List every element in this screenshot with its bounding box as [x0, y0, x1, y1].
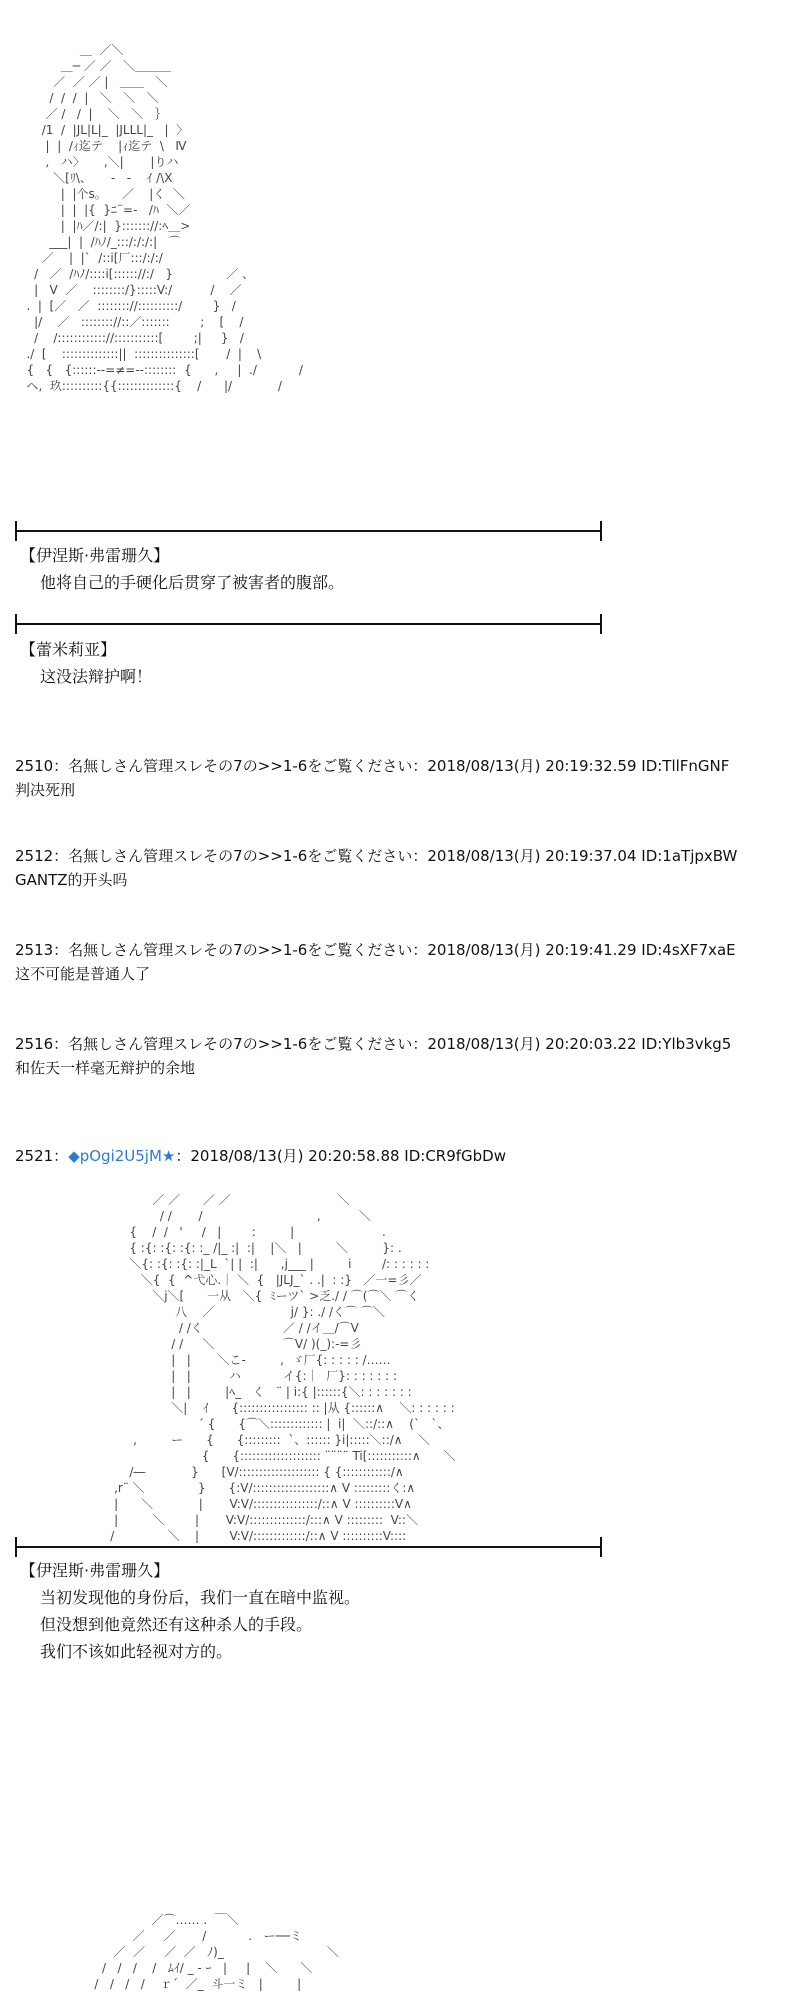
dialogue-line: 这没法辩护啊！: [40, 667, 153, 686]
ascii-art-line: / / / , ＼: [95, 1209, 371, 1223]
post-body: GANTZ的开头吗: [15, 871, 128, 889]
ascii-art-line: / /く ／ / /イ＿/⌒V: [95, 1321, 359, 1335]
ascii-art-line: ／ ／ ／ ／ ＼: [95, 1193, 350, 1207]
dialogue-block: [20, 542, 344, 596]
ascii-art-line: { { {::::::--=≠=--:::::::: { , | ./ /: [15, 363, 303, 377]
ascii-art-line: ./ [ ::::::::::::::|| :::::::::::::::[ / | \: [15, 347, 262, 361]
post-header: 2516：名無しさん管理スレその7の>>1-6をご覧ください：2018/08/13(月) 20:20:03.22 ID:Ylb3vkg5: [15, 1035, 732, 1053]
ascii-art-line: { :{: :{: :{: :_ /|_ :| :| |＼ | ＼ }: .: [95, 1241, 402, 1255]
ascii-art-line: | | |{ }ﾆ¨=- /ﾊ ＼／: [15, 203, 191, 217]
ascii-art-line: ,r¨ ＼ } {:V/:::::::::::::::::::∧ V :::::::::く:∧: [95, 1481, 416, 1495]
ascii-art-top: [15, 42, 303, 394]
ascii-art-line: ＼{ { ^弋心.｜ ＼ { |JLJ_` . .| : :} ／一=彡／: [95, 1273, 422, 1287]
ascii-art-line: ´ { {⌒＼::::::::::::: | i| ＼::/::∧ (` `、: [95, 1417, 450, 1431]
ascii-art-line: /1 / |JL|L|_ |JLLL|_ | 〉: [15, 123, 189, 137]
ascii-art-line: ／ ／ ／ ／ ﾉ)_ ＼: [60, 1945, 339, 1959]
ascii-art-bottom: [60, 1912, 339, 1992]
ascii-art-line: ＼[ﾘ\、 - - ｲ /\X: [15, 171, 173, 185]
post-body: 判决死刑: [15, 781, 76, 799]
dialogue-block: [20, 636, 152, 690]
ascii-art-line: / / ＼ ⌒V/ )(_):-=彡: [95, 1337, 362, 1351]
reader-post: [15, 938, 736, 986]
ascii-art-line: | V ／ ::::::::/}:::::V:/ / ／: [15, 283, 242, 297]
reader-post: [15, 754, 729, 802]
post-header: 2512：名無しさん管理スレその7の>>1-6をご覧ください：2018/08/13(月) 20:19:37.04 ID:1aTjpxBW: [15, 847, 738, 865]
speaker-name: 【伊涅斯·弗雷珊久】: [20, 546, 170, 565]
ascii-art-line: | |ﾊ／/:| }::::::://:ﾍ＿>: [15, 219, 191, 233]
author-trip[interactable]: ◆pOgi2U5jM★: [68, 1147, 176, 1165]
ascii-art-line: ／ ／ ／ | ＿＿ ＼: [15, 75, 168, 89]
ascii-art-line: | ＼ | V:V/::::::::::::::::/::∧ V ::::::::::V∧: [95, 1497, 412, 1511]
ascii-art-line: | ＼ | V:V/::::::::::::::/:::∧ V ::::::::: V::＼: [95, 1513, 418, 1527]
ascii-art-line: ／ / / | ＼ ＼ ｝: [15, 107, 167, 121]
ascii-art-line: ヘ, 玖::::::::::{{::::::::::::::{ / |/ /: [15, 379, 282, 393]
ascii-art-line: |/ ／ :::::::://::／::::::: ; [ /: [15, 315, 244, 329]
dialogue-line: 我们不该如此轻视对方的。: [40, 1642, 233, 1661]
ascii-art-line: ＼j＼[ 一从 ＼{ ﾐーツ` >乏./ / ⌒(⌒＼ ⌒く: [95, 1289, 420, 1303]
post-body: 这不可能是普通人了: [15, 965, 151, 983]
ascii-art-line: | |个s。 ／ |く ＼: [15, 187, 185, 201]
author-post-header: [15, 1144, 506, 1168]
separator-line: [15, 1537, 602, 1557]
ascii-art-line: { {:::::::::::::::::::: ¨¨¨¨ Ti[:::::::::::∧ ＼: [95, 1449, 456, 1463]
ascii-art-line: ＼| ｲ {::::::::::::::::: :: |从 {::::::∧ ＼: : : : : :: [95, 1401, 455, 1415]
ascii-art-line: 八 ／ j/ }: ./ /く⌒ ⌒＼: [95, 1305, 385, 1319]
ascii-art-line: ＿─ ／ ／ ＼＿＿＿: [15, 59, 172, 73]
ascii-art-line: / / / | ＼ ＼ ＼: [15, 91, 159, 105]
dialogue-block: [20, 1557, 360, 1665]
post-meta: ：2018/08/13(月) 20:20:58.88 ID:CR9fGbDw: [175, 1147, 507, 1165]
ascii-art-line: | | |ﾍ_ く ¨ | i:{ |::::::{＼: : : : : : :: [95, 1385, 412, 1399]
dialogue-line: 当初发现他的身份后，我们一直在暗中监视。: [40, 1588, 361, 1607]
ascii-art-line: ＿ ／＼: [15, 43, 124, 57]
ascii-art-line: / ／ /ﾊﾉ/::::i[:::::://:/ } ／ 、: [15, 267, 255, 281]
separator-line: [15, 614, 602, 634]
speaker-name: 【蕾米莉亚】: [20, 640, 117, 659]
reader-post: [15, 844, 737, 892]
ascii-art-line: , ハ〉 ,＼| |りハ: [15, 155, 179, 169]
dialogue-line: 但没想到他竟然还有这种杀人的手段。: [40, 1615, 313, 1634]
ascii-art-line: /― } [V/:::::::::::::::::::: { {::::::::::::/∧: [95, 1465, 404, 1479]
ascii-art-line: ／ ／ / . ー──ミ: [60, 1929, 302, 1943]
speaker-name: 【伊涅斯·弗雷珊久】: [20, 1561, 170, 1580]
post-header: 2510：名無しさん管理スレその7の>>1-6をご覧ください：2018/08/13(月) 20:19:32.59 ID:TllFnGNF: [15, 757, 730, 775]
ascii-art-line: / ＼ | V:V/:::::::::::::/::∧ V ::::::::::V::::: [95, 1529, 407, 1543]
ascii-art-line: | | /ｨ迄テ |ｨ迄テ \ Ⅳ: [15, 139, 187, 153]
ascii-art-line: . | [／ ／ :::::::://::::::::::/ } /: [15, 299, 236, 313]
ascii-art-line: ___| | /ﾊﾉ/_:::/:/:/:| ⌒: [15, 235, 181, 249]
ascii-art-line: / / / / ﾑｲ/ _ ‐ ｰ | | ＼ ＼: [60, 1961, 313, 1975]
ascii-art-line: / / / / ｒ´ ／_ 斗一ミ | |: [60, 1977, 302, 1991]
ascii-art-middle: [95, 1192, 456, 1544]
separator-line: [15, 521, 602, 541]
ascii-art-line: { / / ' / | : | .: [95, 1225, 386, 1239]
post-body: 和佐天一样毫无辩护的余地: [15, 1059, 196, 1077]
ascii-art-line: ／ | |` /::i[厂:::/:/:/: [15, 251, 163, 265]
ascii-art-line: / /:::::::::::://:::::::::::[ ;| } /: [15, 331, 244, 345]
ascii-art-line: | | ハ イ{:｜ 厂}: : : : : : :: [95, 1369, 398, 1383]
dialogue-line: 他将自己的手硬化后贯穿了被害者的腹部。: [40, 573, 345, 592]
post-header: 2513：名無しさん管理スレその7の>>1-6をご覧ください：2018/08/13(月) 20:19:41.29 ID:4sXF7xaE: [15, 941, 736, 959]
ascii-art-line: , ー { {::::::::: `、:::::: }i|:::::＼::/∧ ＼: [95, 1433, 430, 1447]
post-number: 2521：: [15, 1147, 69, 1165]
ascii-art-line: ＼{: :{: :{: :|_L `| | :| ,j___ | i /: : : : : :: [95, 1257, 430, 1271]
reader-post: [15, 1032, 731, 1080]
ascii-art-line: ／⌒…… . ￣＼: [60, 1913, 239, 1927]
ascii-art-line: | | ＼こ- , ゞ厂{: : : : : /……: [95, 1353, 391, 1367]
